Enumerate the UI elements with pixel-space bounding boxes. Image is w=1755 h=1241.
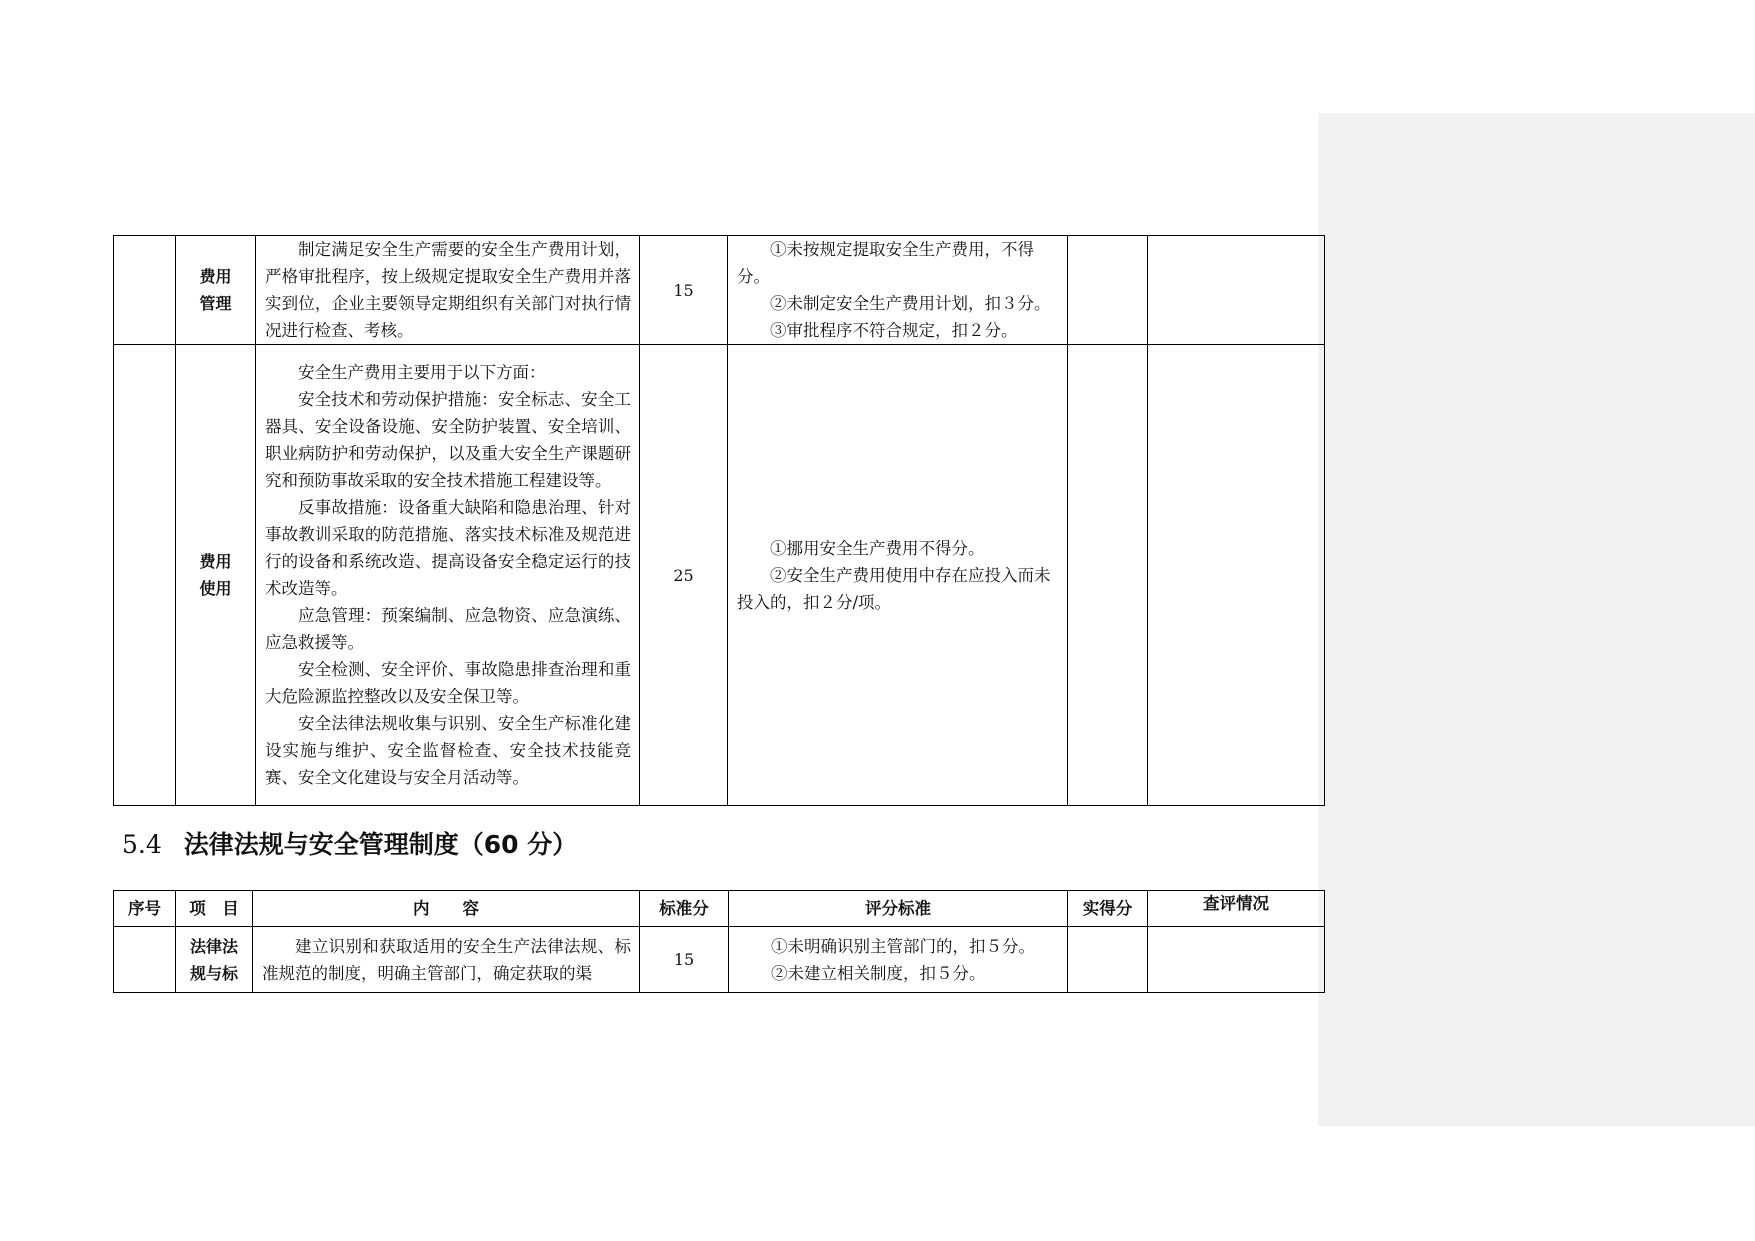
project-label-line2: 使用	[199, 579, 232, 598]
table-row	[114, 927, 1325, 993]
content-paragraph: 安全检测、安全评价、事故隐患排查治理和重大危险源监控整改以及安全保卫等。	[265, 660, 631, 706]
project-label-line2: 规与标	[189, 963, 238, 983]
header-standard-score: 标准分	[640, 891, 729, 927]
content-cell	[253, 927, 640, 993]
content-paragraph: 安全法律法规收集与识别、安全生产标准化建设实施与维护、安全监督检查、安全技术技能竞赛、安全文化建设与安全月活动等。	[265, 714, 631, 787]
criteria-cell	[729, 927, 1068, 993]
table-cost-management	[113, 235, 1325, 806]
table-laws-regulations	[113, 890, 1325, 993]
criteria-item: ②安全生产费用使用中存在应投入而未投入的，扣２分/项。	[737, 565, 1051, 612]
actual-score-cell[interactable]	[1068, 236, 1148, 345]
criteria-item: ③审批程序不符合规定，扣２分。	[770, 321, 1018, 340]
review-notes-cell[interactable]	[1148, 345, 1325, 806]
comment-margin-pane	[1318, 113, 1755, 1126]
standard-score-cell: 15	[640, 236, 728, 345]
seq-cell	[114, 236, 176, 345]
content-paragraph: 应急管理：预案编制、应急物资、应急演练、应急救援等。	[265, 606, 631, 652]
criteria-cell	[728, 345, 1068, 806]
project-cell	[176, 927, 253, 993]
content-cell	[256, 236, 640, 345]
project-cell	[176, 345, 256, 806]
content-paragraph: 建立识别和获取适用的安全生产法律法规、标准规范的制度，明确主管部门，确定获取的渠	[262, 936, 631, 983]
criteria-item: ①未按规定提取安全生产费用，不得分。	[737, 240, 1034, 286]
standard-score-cell: 15	[640, 927, 729, 993]
criteria-item: ①挪用安全生产费用不得分。	[770, 538, 985, 558]
project-label-line2: 管理	[199, 294, 232, 313]
table-row	[114, 345, 1325, 806]
actual-score-cell[interactable]	[1068, 345, 1148, 806]
project-label-line1: 法律法	[189, 936, 238, 956]
content-cell	[256, 345, 640, 806]
section-number: 5.4	[122, 830, 162, 859]
criteria-item: ①未明确识别主管部门的，扣５分。	[771, 936, 1035, 956]
standard-score-cell: 25	[640, 345, 728, 806]
criteria-item: ②未制定安全生产费用计划，扣３分。	[770, 294, 1051, 313]
project-cell	[176, 236, 256, 345]
section-heading	[122, 828, 577, 862]
header-project: 项 目	[176, 891, 253, 927]
review-notes-cell[interactable]	[1148, 927, 1325, 993]
seq-cell	[114, 345, 176, 806]
table-row	[114, 236, 1325, 345]
content-paragraph: 安全技术和劳动保护措施：安全标志、安全工器具、安全设备设施、安全防护装置、安全培训、职业病防护和劳动保护，以及重大安全生产课题研究和预防事故采取的安全技术措施工程建设等。	[265, 390, 631, 490]
section-title-text: 法律法规与安全管理制度（60 分）	[183, 830, 578, 859]
project-label-line1: 费用	[199, 552, 232, 571]
seq-cell	[114, 927, 176, 993]
header-actual-score: 实得分	[1068, 891, 1148, 927]
header-content: 内 容	[253, 891, 640, 927]
content-paragraph: 制定满足安全生产需要的安全生产费用计划，严格审批程序，按上级规定提取安全生产费用并落实到位，企业主要领导定期组织有关部门对执行情况进行检查、考核。	[265, 240, 631, 340]
project-label-line1: 费用	[199, 267, 232, 286]
header-review-notes: 查评情况	[1148, 891, 1325, 927]
criteria-cell	[728, 236, 1068, 345]
actual-score-cell[interactable]	[1068, 927, 1148, 993]
criteria-item: ②未建立相关制度，扣５分。	[771, 963, 986, 983]
content-paragraph: 反事故措施：设备重大缺陷和隐患治理、针对事故教训采取的防范措施、落实技术标准及规范进行的设备和系统改造、提高设备安全稳定运行的技术改造等。	[265, 498, 631, 598]
content-paragraph: 安全生产费用主要用于以下方面：	[298, 363, 546, 382]
header-seq: 序号	[114, 891, 176, 927]
header-criteria: 评分标准	[729, 891, 1068, 927]
table-header-row	[114, 891, 1325, 927]
review-notes-cell[interactable]	[1148, 236, 1325, 345]
